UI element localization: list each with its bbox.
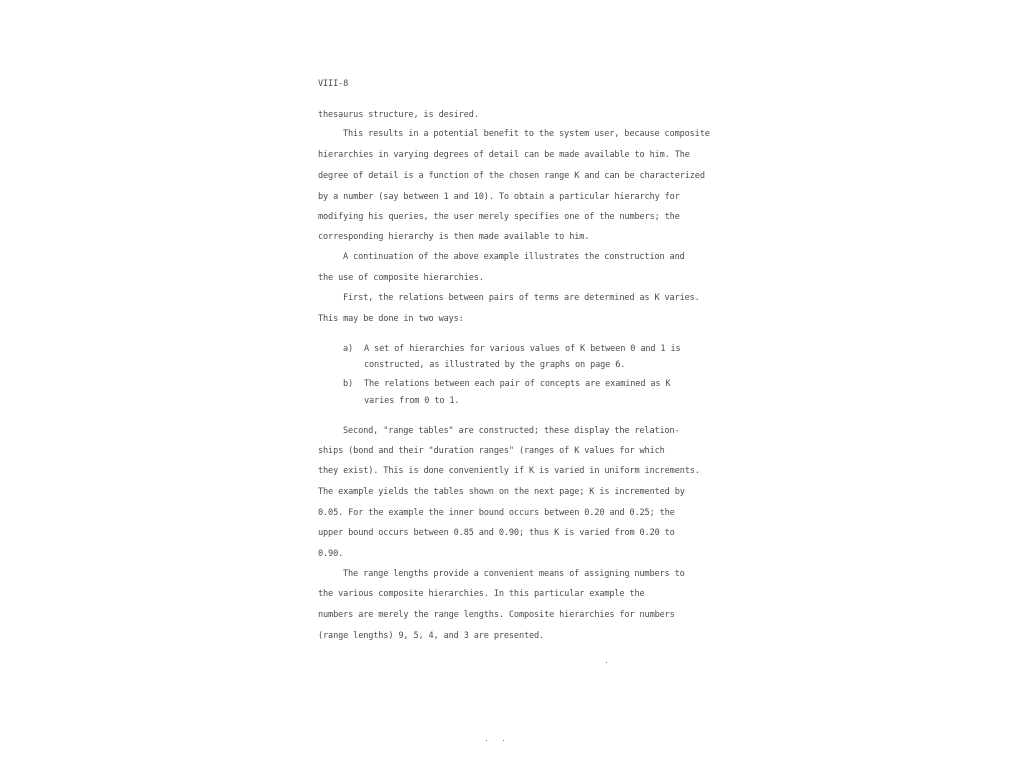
paragraph-2-line: modifying his queries, the user merely specifies one of the numbers; the xyxy=(318,212,680,222)
paragraph-5-line: they exist). This is done conveniently if K is varied in uniform increments. xyxy=(318,466,700,476)
paragraph-2-line: hierarchies in varying degrees of detail can be made available to him. The xyxy=(318,150,690,160)
paragraph-5-line: 0.90. xyxy=(318,549,344,559)
paragraph-2-line: corresponding hierarchy is then made available to him. xyxy=(318,232,590,242)
paragraph-5-line: The example yields the tables shown on the next page; K is incremented by xyxy=(318,487,685,497)
paragraph-3-line: the use of composite hierarchies. xyxy=(318,273,484,283)
paragraph-6-line: the various composite hierarchies. In this particular example the xyxy=(318,589,645,599)
paragraph-6-line: (range lengths) 9, 5, 4, and 3 are presented. xyxy=(318,631,545,641)
scan-speck xyxy=(486,740,487,741)
scan-speck xyxy=(606,662,607,663)
paragraph-2-line: This results in a potential benefit to the system user, because composite xyxy=(343,129,710,139)
paragraph-5-line: 0.05. For the example the inner bound occurs between 0.20 and 0.25; the xyxy=(318,508,675,518)
paragraph-6-line: The range lengths provide a convenient means of assigning numbers to xyxy=(343,569,685,579)
paragraph-4-line: First, the relations between pairs of terms are determined as K varies. xyxy=(343,293,700,303)
paragraph-4-line: This may be done in two ways: xyxy=(318,314,464,324)
list-item-a-line: constructed, as illustrated by the graphs on page 6. xyxy=(364,360,626,370)
scan-speck xyxy=(503,740,504,741)
list-item-a-line: A set of hierarchies for various values of K between 0 and 1 is xyxy=(364,344,681,354)
paragraph-2-line: by a number (say between 1 and 10). To obtain a particular hierarchy for xyxy=(318,192,680,202)
list-item-b-line: The relations between each pair of concepts are examined as K xyxy=(364,379,671,389)
list-item-b-marker: b) xyxy=(343,379,354,389)
paragraph-5-line: upper bound occurs between 0.85 and 0.90; thus K is varied from 0.20 to xyxy=(318,528,675,538)
list-item-b-line: varies from 0 to 1. xyxy=(364,396,460,406)
page-number: VIII-8 xyxy=(318,79,349,89)
paragraph-5-line: ships (bond and their "duration ranges" (ranges of K values for which xyxy=(318,446,665,456)
paragraph-2-line: degree of detail is a function of the chosen range K and can be characterized xyxy=(318,171,705,181)
paragraph-3-line: A continuation of the above example illustrates the construction and xyxy=(343,252,685,262)
list-item-a-marker: a) xyxy=(343,344,354,354)
paragraph-1-line: thesaurus structure, is desired. xyxy=(318,110,479,120)
paragraph-6-line: numbers are merely the range lengths. Composite hierarchies for numbers xyxy=(318,610,675,620)
paragraph-5-line: Second, "range tables" are constructed; these display the relation- xyxy=(343,426,680,436)
